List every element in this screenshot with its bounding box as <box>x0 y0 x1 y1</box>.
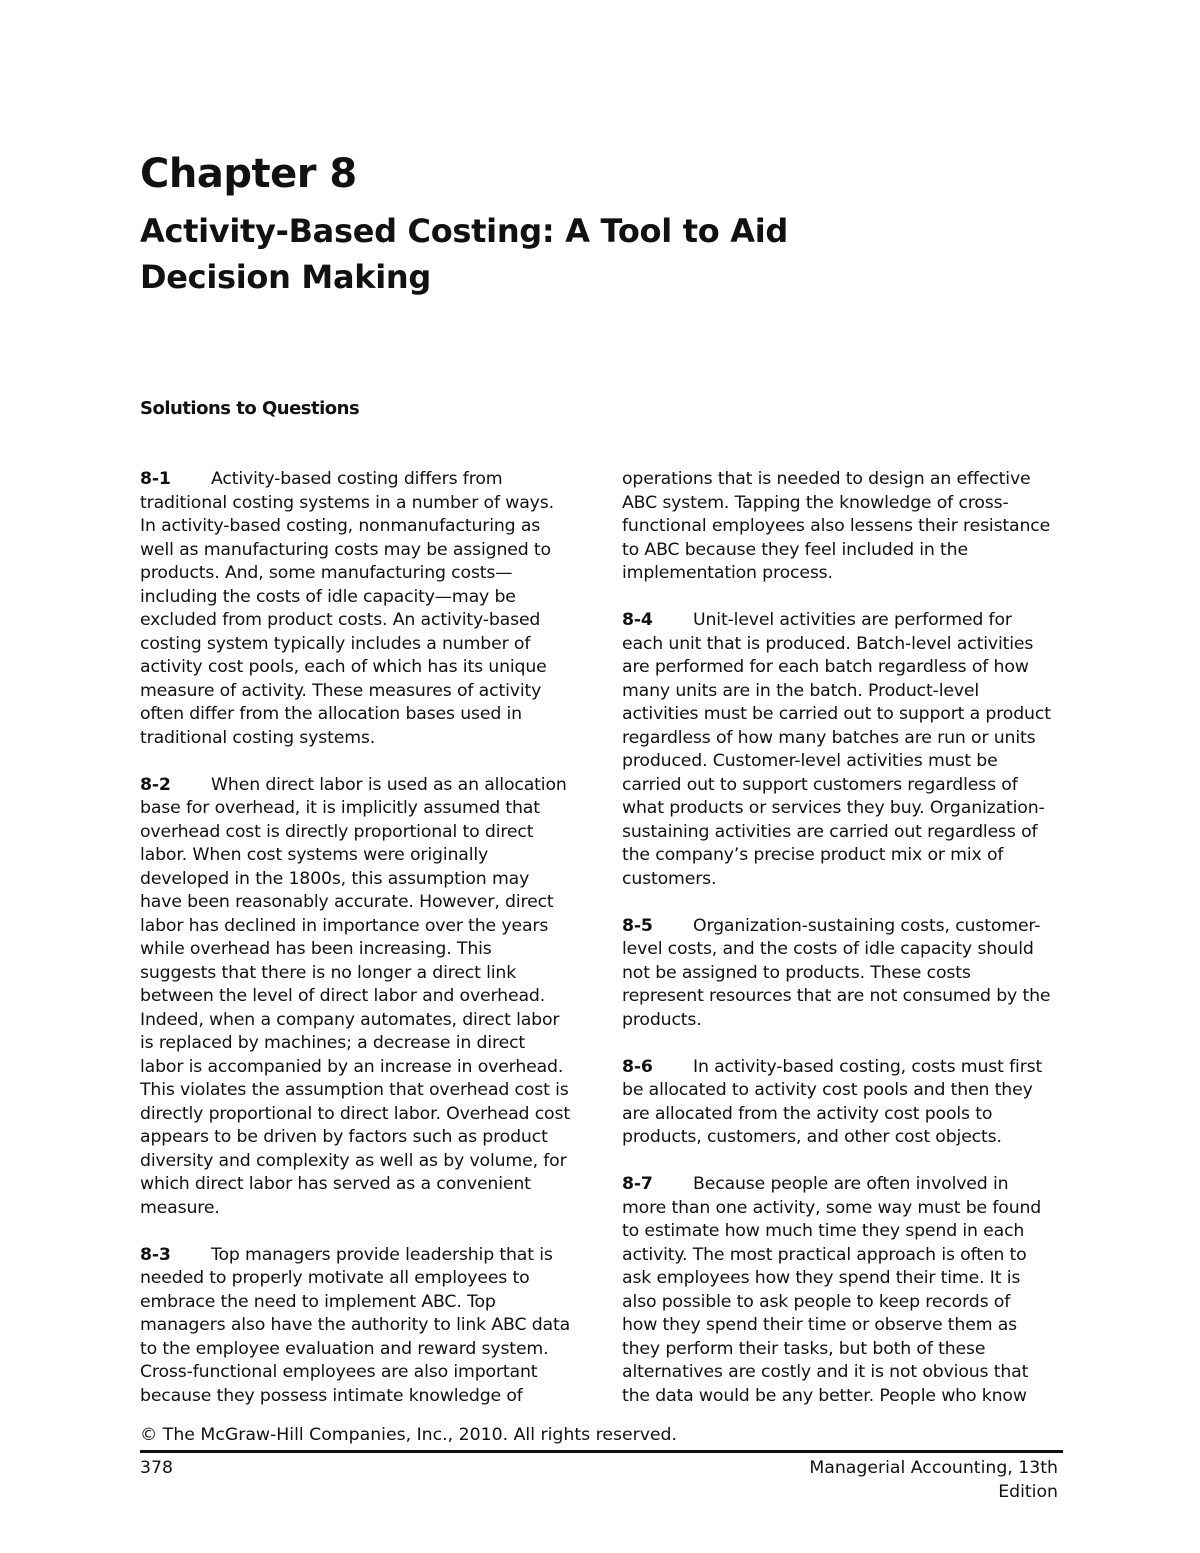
answer-line <box>140 1032 590 1056</box>
footer-divider <box>140 1450 1063 1453</box>
answer-text: This violates the assumption that overhead cost is <box>140 1080 569 1100</box>
book-title: Managerial Accounting, 13th Edition <box>809 1458 1058 1502</box>
answer-text: to ABC because they feel included in the <box>622 539 968 560</box>
answer-text: are allocated from the activity cost pools to <box>622 1103 993 1124</box>
answer-line <box>140 1079 590 1103</box>
answer-text: Indeed, when a company automates, direct labor <box>140 1009 560 1030</box>
answer-text: represent resources that are not consumed by the <box>622 986 1051 1006</box>
answer-text: labor has declined in importance over the years <box>140 915 549 936</box>
answer-text: have been reasonably accurate. However, direct <box>140 892 554 912</box>
answer-text: is replaced by machines; a decrease in direct <box>140 1033 526 1053</box>
answer-line <box>140 1385 590 1409</box>
answer-text: including the costs of idle capacity—may be <box>140 586 516 607</box>
answer-text: labor is accompanied by an increase in overhead. <box>140 1056 564 1077</box>
answer-text: produced. Customer-level activities must be <box>622 751 998 771</box>
answer-line <box>622 774 1072 798</box>
answer-text: overhead cost is directly proportional to direct <box>140 821 534 842</box>
answer-text: Top managers provide leadership that is <box>211 1244 553 1265</box>
answer-text: products, customers, and other cost objects. <box>622 1127 1002 1147</box>
page-number: 378 <box>140 1458 173 1478</box>
answer-text: because they possess intimate knowledge of <box>140 1385 523 1406</box>
answer-line <box>622 1291 1072 1315</box>
question-answer <box>140 468 590 750</box>
copyright-notice: © The McGraw-Hill Companies, Inc., 2010. All rights reserved. <box>140 1425 678 1445</box>
answer-line <box>622 962 1072 986</box>
answer-text: customers. <box>622 868 717 889</box>
answer-text: developed in the 1800s, this assumption may <box>140 868 530 889</box>
answer-text: Activity-based costing differs from <box>211 469 503 489</box>
answer-text: embrace the need to implement ABC. Top <box>140 1291 496 1312</box>
answer-line <box>140 1056 590 1080</box>
question-number: 8-4 <box>622 610 653 630</box>
answer-text: When direct labor is used as an allocation <box>211 774 567 795</box>
question-answer <box>622 468 1072 586</box>
answer-text: they perform their tasks, but both of these <box>622 1338 986 1359</box>
answer-text: In activity-based costing, costs must first <box>693 1056 1043 1077</box>
answer-text: sustaining activities are carried out regardless of <box>622 821 1038 842</box>
answer-line <box>622 844 1072 868</box>
answer-line <box>140 1103 590 1127</box>
answer-line <box>140 703 590 727</box>
question-number: 8-3 <box>140 1244 171 1265</box>
answer-line <box>622 797 1072 821</box>
answer-text: appears to be driven by factors such as product <box>140 1127 548 1147</box>
answer-text: to estimate how much time they spend in each <box>622 1221 1025 1241</box>
answer-line <box>140 1338 590 1362</box>
answer-text: activity cost pools, each of which has its unique <box>140 657 547 677</box>
answer-line <box>140 609 590 633</box>
question-answer <box>622 609 1072 891</box>
answer-text: regardless of how many batches are run or units <box>622 727 1036 748</box>
answer-text: operations that is needed to design an effective <box>622 469 1031 489</box>
answer-line <box>622 492 1072 516</box>
answer-text: each unit that is produced. Batch-level activities <box>622 633 1034 654</box>
section-heading: Solutions to Questions <box>140 398 360 419</box>
answer-line <box>622 1197 1072 1221</box>
answer-line <box>140 774 590 798</box>
answer-text: well as manufacturing costs may be assigned to <box>140 539 551 560</box>
answer-line <box>140 891 590 915</box>
answer-line <box>622 1314 1072 1338</box>
answer-line <box>622 868 1072 892</box>
answer-line <box>140 938 590 962</box>
answer-line <box>622 1220 1072 1244</box>
right-column <box>622 468 1072 1432</box>
answer-text: alternatives are costly and it is not obvious that <box>622 1362 1029 1382</box>
answer-line <box>622 1338 1072 1362</box>
answer-line <box>140 562 590 586</box>
answer-line <box>140 1361 590 1385</box>
answer-line <box>622 1103 1072 1127</box>
question-answer <box>622 915 1072 1033</box>
answer-text: the data would be any better. People who know <box>622 1385 1027 1406</box>
question-answer <box>622 1173 1072 1408</box>
answer-text: Because people are often involved in <box>693 1174 1009 1194</box>
answer-text: activities must be carried out to support a product <box>622 704 1051 724</box>
answer-line <box>140 985 590 1009</box>
answer-line <box>140 1173 590 1197</box>
answer-text: the company’s precise product mix or mix of <box>622 845 1004 865</box>
answer-line <box>140 797 590 821</box>
answer-text: which direct labor has served as a convenient <box>140 1174 531 1194</box>
answer-line <box>622 821 1072 845</box>
answer-line <box>140 468 590 492</box>
answer-line <box>140 1150 590 1174</box>
answer-text: what products or services they buy. Organization- <box>622 798 1045 818</box>
answer-text: how they spend their time or observe them as <box>622 1315 1018 1335</box>
answer-text: more than one activity, some way must be found <box>622 1197 1042 1218</box>
answer-line <box>622 938 1072 962</box>
answer-text: directly proportional to direct labor. Overhead cost <box>140 1103 570 1124</box>
answer-text: Cross-functional employees are also important <box>140 1362 538 1382</box>
answer-line <box>140 1197 590 1221</box>
question-answer <box>140 774 590 1221</box>
answer-line <box>622 1079 1072 1103</box>
answer-line <box>140 586 590 610</box>
question-number: 8-5 <box>622 915 653 936</box>
question-number: 8-6 <box>622 1056 653 1077</box>
answer-line <box>622 1126 1072 1150</box>
answer-line <box>622 633 1072 657</box>
answer-text: between the level of direct labor and overhead. <box>140 986 546 1006</box>
answer-line <box>140 492 590 516</box>
answer-line <box>140 868 590 892</box>
question-number: 8-7 <box>622 1174 653 1194</box>
answer-line <box>622 539 1072 563</box>
answer-line <box>622 1385 1072 1409</box>
answer-line <box>622 1009 1072 1033</box>
answer-line <box>622 750 1072 774</box>
left-column <box>140 468 590 1432</box>
answer-text: also possible to ask people to keep records of <box>622 1291 1011 1312</box>
answer-line <box>140 515 590 539</box>
answer-line <box>140 844 590 868</box>
question-number: 8-2 <box>140 774 171 795</box>
answer-line <box>622 680 1072 704</box>
answer-text: labor. When cost systems were originally <box>140 845 489 865</box>
answer-text: level costs, and the costs of idle capacity should <box>622 939 1034 959</box>
answer-text: many units are in the batch. Product-level <box>622 680 980 701</box>
answer-line <box>622 1244 1072 1268</box>
answer-line <box>622 468 1072 492</box>
answer-text: ask employees how they spend their time. It is <box>622 1268 1021 1288</box>
answer-text: needed to properly motivate all employees to <box>140 1268 530 1288</box>
answer-line <box>140 1126 590 1150</box>
answer-text: measure. <box>140 1197 220 1218</box>
answer-text: products. <box>622 1009 702 1030</box>
answer-line <box>140 727 590 751</box>
answer-line <box>140 1314 590 1338</box>
answer-text: implementation process. <box>622 563 833 583</box>
question-answer <box>140 1244 590 1409</box>
answer-line <box>140 680 590 704</box>
answer-line <box>140 821 590 845</box>
answer-text: traditional costing systems. <box>140 727 376 748</box>
answer-line <box>622 515 1072 539</box>
answer-line <box>622 609 1072 633</box>
answer-line <box>622 562 1072 586</box>
answer-line <box>140 1244 590 1268</box>
answer-text: Unit-level activities are performed for <box>693 610 1012 630</box>
answer-text: measure of activity. These measures of activity <box>140 680 542 701</box>
answer-text: costing system typically includes a number of <box>140 633 531 654</box>
answer-line <box>140 656 590 680</box>
answer-text: excluded from product costs. An activity-based <box>140 610 541 630</box>
answer-text: In activity-based costing, nonmanufacturing as <box>140 516 541 536</box>
answer-text: be allocated to activity cost pools and then they <box>622 1080 1033 1100</box>
answer-line <box>140 1291 590 1315</box>
answer-line <box>140 962 590 986</box>
answer-text: often differ from the allocation bases used in <box>140 704 522 724</box>
answer-line <box>622 1056 1072 1080</box>
answer-line <box>622 727 1072 751</box>
answer-text: while overhead has been increasing. This <box>140 939 492 959</box>
answer-line <box>622 1267 1072 1291</box>
answer-text: products. And, some manufacturing costs— <box>140 563 513 583</box>
answer-line <box>140 1267 590 1291</box>
answer-line <box>622 1173 1072 1197</box>
question-answer <box>622 1056 1072 1150</box>
answer-line <box>140 633 590 657</box>
answer-line <box>622 915 1072 939</box>
answer-line <box>140 539 590 563</box>
answer-text: functional employees also lessens their resistance <box>622 516 1051 536</box>
answer-text: suggests that there is no longer a direct link <box>140 962 517 983</box>
answer-text: managers also have the authority to link ABC data <box>140 1315 571 1335</box>
answer-text: Organization-sustaining costs, customer- <box>693 915 1041 936</box>
answer-line <box>622 656 1072 680</box>
answer-line <box>140 915 590 939</box>
answer-line <box>140 1009 590 1033</box>
answer-text: to the employee evaluation and reward system. <box>140 1338 549 1359</box>
answer-text: traditional costing systems in a number of ways. <box>140 492 554 513</box>
answer-text: carried out to support customers regardless of <box>622 774 1018 795</box>
chapter-title: Chapter 8 <box>140 151 357 197</box>
answer-text: base for overhead, it is implicitly assumed that <box>140 798 540 818</box>
answer-text: diversity and complexity as well as by volume, for <box>140 1150 567 1171</box>
answer-line <box>622 1361 1072 1385</box>
answer-line <box>622 985 1072 1009</box>
answer-text: activity. The most practical approach is often to <box>622 1244 1027 1265</box>
answer-line <box>622 703 1072 727</box>
answer-text: not be assigned to products. These costs <box>622 962 971 983</box>
question-number: 8-1 <box>140 469 171 489</box>
answer-text: ABC system. Tapping the knowledge of cross- <box>622 492 1009 513</box>
answer-text: are performed for each batch regardless of how <box>622 657 1029 677</box>
chapter-subtitle: Activity-Based Costing: A Tool to Aid Decision Making <box>140 212 788 296</box>
